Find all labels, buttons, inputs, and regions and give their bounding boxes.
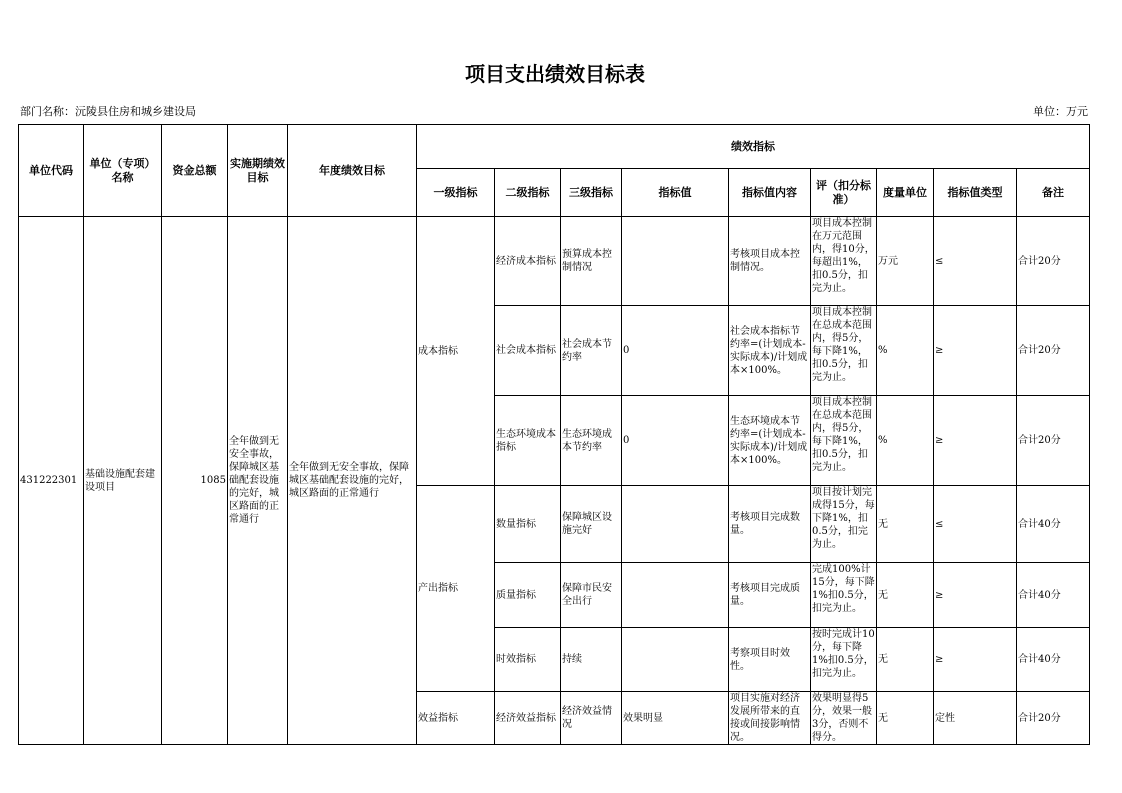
header-annual-goal: 年度绩效目标 xyxy=(288,125,417,217)
header-content: 指标值内容 xyxy=(729,169,811,217)
annual-goal-cell: 全年做到无安全事故，保障城区基础配套设施的完好，城区路面的正常通行 xyxy=(288,217,417,745)
score-cell: 项目按计划完成得15分，每下降1%，扣0.5分，扣完为止。 xyxy=(811,486,877,563)
value-cell xyxy=(622,486,729,563)
note-cell: 合计20分 xyxy=(1017,396,1090,486)
note-cell: 合计20分 xyxy=(1017,692,1090,745)
score-cell: 项目成本控制在万元范围内，得10分，每超出1%，扣0.5分，扣完为止。 xyxy=(811,217,877,306)
score-cell: 效果明显得5分，效果一般3分，否则不得分。 xyxy=(811,692,877,745)
header-level3: 三级指标 xyxy=(561,169,622,217)
content-cell: 考核项目完成数量。 xyxy=(729,486,811,563)
content-cell: 考核项目成本控制情况。 xyxy=(729,217,811,306)
content-cell: 项目实施对经济发展所带来的直接或间接影响情况。 xyxy=(729,692,811,745)
l3-cell: 经济效益情况 xyxy=(561,692,622,745)
header-note: 备注 xyxy=(1017,169,1090,217)
note-cell: 合计20分 xyxy=(1017,306,1090,396)
measure-cell: 无 xyxy=(877,486,934,563)
measure-cell: % xyxy=(877,396,934,486)
header-performance: 绩效指标 xyxy=(417,125,1090,169)
l3-cell: 预算成本控制情况 xyxy=(561,217,622,306)
l3-cell: 持续 xyxy=(561,628,622,692)
header-level1: 一级指标 xyxy=(417,169,495,217)
header-row-1 xyxy=(19,125,1090,169)
header-period-goal: 实施期绩效目标 xyxy=(228,125,288,217)
fund-total-cell: 1085 xyxy=(162,217,228,745)
note-cell: 合计40分 xyxy=(1017,628,1090,692)
value-type-cell: ≤ xyxy=(934,217,1017,306)
l2-cell: 质量指标 xyxy=(495,563,561,628)
score-cell: 项目成本控制在总成本范围内，得5分，每下降1%，扣0.5分，扣完为止。 xyxy=(811,396,877,486)
group-benefit-cell: 效益指标 xyxy=(417,692,495,745)
header-unit-name: 单位（专项）名称 xyxy=(84,125,162,217)
content-cell: 生态环境成本节约率=(计划成本-实际成本)/计划成本×100%。 xyxy=(729,396,811,486)
department-label: 部门名称： xyxy=(20,105,75,118)
unit-name-cell: 基础设施配套建设项目 xyxy=(84,217,162,745)
header-unit-code: 单位代码 xyxy=(19,125,84,217)
content-cell: 考核项目完成质量。 xyxy=(729,563,811,628)
value-cell xyxy=(622,217,729,306)
value-type-cell: ≥ xyxy=(934,563,1017,628)
unit-line: 单位：万元 xyxy=(1033,105,1088,118)
measure-cell: 无 xyxy=(877,692,934,745)
header-fund-total: 资金总额 xyxy=(162,125,228,217)
note-cell: 合计40分 xyxy=(1017,486,1090,563)
l3-cell: 生态环境成本节约率 xyxy=(561,396,622,486)
value-type-cell: ≥ xyxy=(934,628,1017,692)
score-cell: 按时完成计10分，每下降1%扣0.5分，扣完为止。 xyxy=(811,628,877,692)
l2-cell: 经济成本指标 xyxy=(495,217,561,306)
department-line xyxy=(20,103,196,119)
l3-cell: 社会成本节约率 xyxy=(561,306,622,396)
header-level2: 二级指标 xyxy=(495,169,561,217)
header-value-type: 指标值类型 xyxy=(934,169,1017,217)
header-value: 指标值 xyxy=(622,169,729,217)
header-score: 评（扣分标准） xyxy=(811,169,877,217)
value-cell xyxy=(622,628,729,692)
l2-cell: 数量指标 xyxy=(495,486,561,563)
score-cell: 完成100%计15分，每下降1%扣0.5分，扣完为止。 xyxy=(811,563,877,628)
value-cell: 0 xyxy=(622,396,729,486)
measure-cell: 无 xyxy=(877,628,934,692)
value-type-cell: ≥ xyxy=(934,396,1017,486)
unit-code-cell: 431222301 xyxy=(19,217,84,745)
note-cell: 合计20分 xyxy=(1017,217,1090,306)
value-type-cell: ≤ xyxy=(934,486,1017,563)
value-cell: 效果明显 xyxy=(622,692,729,745)
value-cell: 0 xyxy=(622,306,729,396)
header-measure: 度量单位 xyxy=(877,169,934,217)
l3-cell: 保障市民安全出行 xyxy=(561,563,622,628)
measure-cell: % xyxy=(877,306,934,396)
value-type-cell: ≥ xyxy=(934,306,1017,396)
l3-cell: 保障城区设施完好 xyxy=(561,486,622,563)
l2-cell: 时效指标 xyxy=(495,628,561,692)
measure-cell: 万元 xyxy=(877,217,934,306)
content-cell: 社会成本指标节约率=(计划成本-实际成本)/计划成本×100%。 xyxy=(729,306,811,396)
page-title: 项目支出绩效目标表 xyxy=(465,62,645,86)
period-goal-cell: 全年做到无安全事故，保障城区基础配套设施的完好，城区路面的正常通行 xyxy=(228,217,288,745)
group-output-cell: 产出指标 xyxy=(417,486,495,692)
content-cell: 考察项目时效性。 xyxy=(729,628,811,692)
department-name: 沅陵县住房和城乡建设局 xyxy=(75,105,196,118)
l2-cell: 生态环境成本指标 xyxy=(495,396,561,486)
value-cell xyxy=(622,563,729,628)
l2-cell: 社会成本指标 xyxy=(495,306,561,396)
group-cost-cell: 成本指标 xyxy=(417,217,495,486)
score-cell: 项目成本控制在总成本范围内，得5分，每下降1%，扣0.5分，扣完为止。 xyxy=(811,306,877,396)
table-row xyxy=(19,217,1090,306)
note-cell: 合计40分 xyxy=(1017,563,1090,628)
value-type-cell: 定性 xyxy=(934,692,1017,745)
l2-cell: 经济效益指标 xyxy=(495,692,561,745)
measure-cell: 无 xyxy=(877,563,934,628)
performance-table xyxy=(18,124,1090,745)
